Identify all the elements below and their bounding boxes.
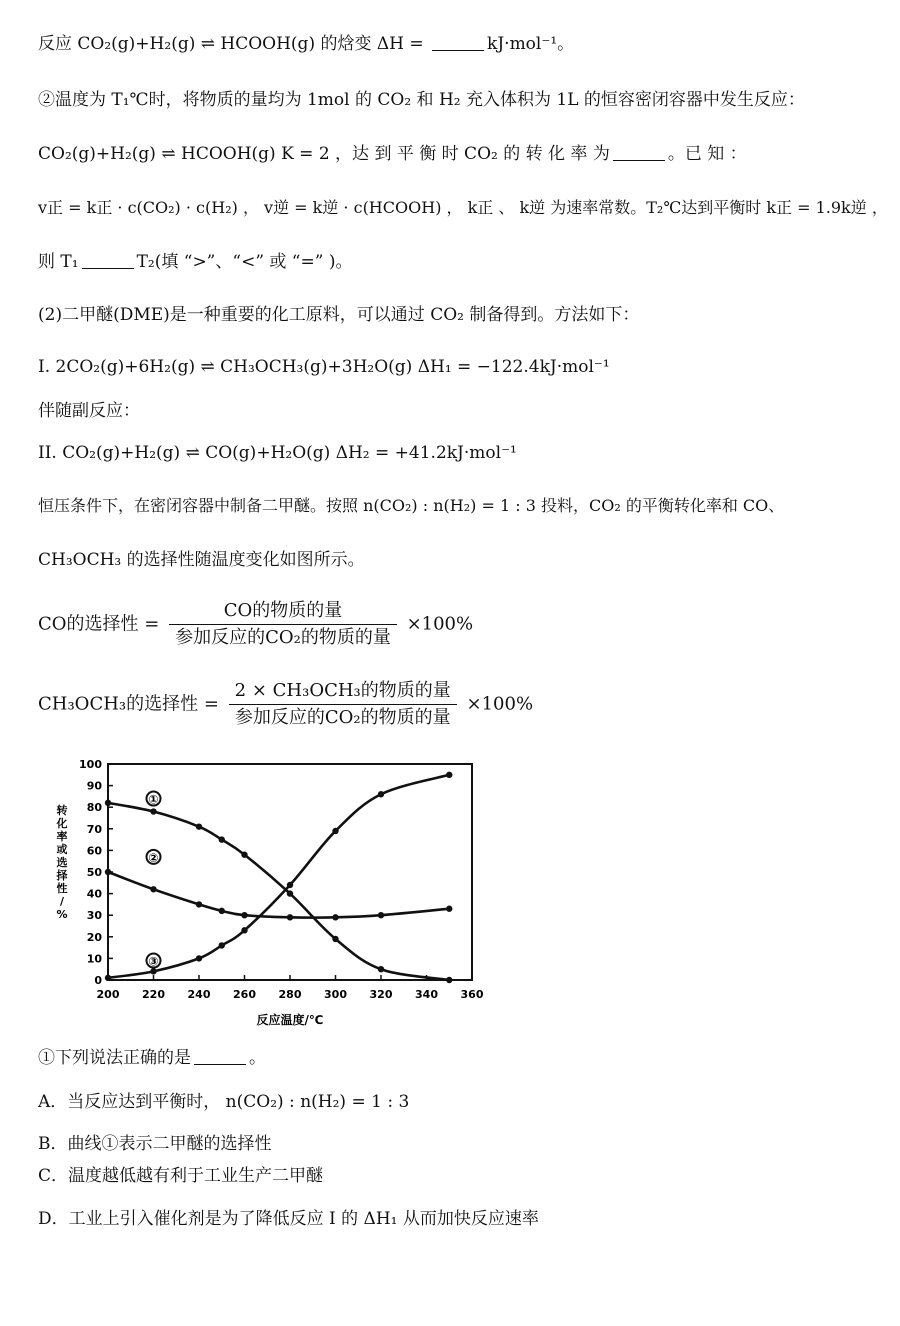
y-axis-label-char: / bbox=[59, 895, 65, 908]
data-point bbox=[287, 890, 293, 896]
data-point bbox=[446, 977, 452, 983]
text-line-6: (2)二甲醚(DME)是一种重要的化工原料，可以通过 CO₂ 制备得到。方法如下： bbox=[38, 305, 640, 325]
formula1-rhs: ×100% bbox=[406, 613, 474, 635]
text-line-3-end: 。已 知 ： bbox=[667, 144, 747, 164]
y-axis-label-char: 或 bbox=[56, 843, 68, 856]
reaction-2: II. CO₂(g)+H₂(g) ⇌ CO(g)+H₂O(g) ΔH₂ = +41.2kJ·mol⁻¹ bbox=[38, 443, 517, 463]
q1-text: ①下列说法正确的是 bbox=[38, 1048, 191, 1068]
data-point bbox=[446, 772, 452, 778]
answer-blank-3[interactable] bbox=[82, 252, 134, 269]
formula-dme-selectivity bbox=[38, 678, 533, 731]
y-tick-label: 20 bbox=[86, 930, 102, 944]
selectivity-chart bbox=[40, 752, 500, 1037]
data-point bbox=[219, 836, 225, 842]
y-axis-label-char: 择 bbox=[56, 869, 68, 882]
text-line-3: CO₂(g)+H₂(g) ⇌ HCOOH(g) K = 2 ，达 到 平 衡 时 CO₂ 的 转 化 率 为 bbox=[38, 144, 610, 164]
text-line-11: CH₃OCH₃ 的选择性随温度变化如图所示。 bbox=[38, 550, 365, 570]
text-line-8: 伴随副反应： bbox=[38, 401, 140, 421]
y-tick-label: 60 bbox=[86, 844, 102, 858]
y-tick-label: 40 bbox=[86, 887, 102, 901]
data-point bbox=[378, 791, 384, 797]
y-tick-label: 10 bbox=[86, 952, 102, 966]
formula-co-selectivity bbox=[38, 598, 473, 651]
y-tick-label: 30 bbox=[86, 909, 102, 923]
y-axis-label-char: 率 bbox=[56, 830, 68, 843]
plot-frame bbox=[108, 764, 472, 980]
chart-svg bbox=[40, 752, 500, 1037]
x-axis-label: 反应温度/℃ bbox=[256, 1013, 324, 1027]
option-b[interactable]: B．曲线①表示二甲醚的选择性 bbox=[38, 1134, 272, 1154]
formula2-fraction bbox=[229, 678, 457, 731]
data-point bbox=[378, 966, 384, 972]
question-line-1 bbox=[38, 32, 574, 56]
option-a[interactable]: A．当反应达到平衡时， n(CO₂) : n(H₂) = 1 : 3 bbox=[38, 1092, 410, 1112]
data-point bbox=[287, 914, 293, 920]
series-line-2 bbox=[108, 872, 449, 918]
text-line-5-start: 则 T₁ bbox=[38, 252, 79, 272]
data-point bbox=[150, 968, 156, 974]
data-point bbox=[105, 800, 111, 806]
formula1-numerator: CO的物质的量 bbox=[169, 598, 397, 625]
x-tick-label: 340 bbox=[415, 988, 438, 1001]
data-point bbox=[196, 955, 202, 961]
formula2-numerator: 2 × CH₃OCH₃的物质的量 bbox=[229, 678, 457, 705]
x-tick-label: 260 bbox=[233, 988, 256, 1001]
y-tick-label: 100 bbox=[79, 758, 102, 771]
text-line-5-end: T₂(填 “>”、“<” 或 “=” )。 bbox=[136, 252, 353, 272]
x-tick-label: 320 bbox=[369, 988, 393, 1001]
formula2-lhs: CH₃OCH₃的选择性 = bbox=[38, 693, 219, 715]
y-axis-label-char: 选 bbox=[56, 856, 68, 869]
y-axis-label-char: 性 bbox=[56, 882, 68, 895]
x-tick-label: 200 bbox=[96, 988, 120, 1001]
series-label: ③ bbox=[148, 954, 159, 969]
x-tick-label: 220 bbox=[142, 988, 165, 1001]
text-line-1: 反应 CO₂(g)+H₂(g) ⇌ HCOOH(g) 的焓变 ΔH = bbox=[38, 34, 430, 54]
unit-text: kJ·mol⁻¹。 bbox=[487, 34, 575, 54]
formula1-fraction bbox=[169, 598, 397, 651]
x-tick-label: 280 bbox=[278, 988, 302, 1001]
series-label: ② bbox=[148, 850, 159, 865]
data-point bbox=[219, 908, 225, 914]
option-c[interactable]: C．温度越低越有利于工业生产二甲醚 bbox=[38, 1166, 324, 1186]
x-tick-label: 240 bbox=[187, 988, 211, 1001]
text-line-4: v正 = k正 · c(CO₂) · c(H₂) ， v逆 = k逆 · c(HCOOH) ， k正 、 k逆 为速率常数。T₂℃达到平衡时 k正 = 1.9k逆 ， bbox=[38, 198, 888, 217]
data-point bbox=[446, 906, 452, 912]
data-point bbox=[150, 808, 156, 814]
q1-end: 。 bbox=[249, 1048, 266, 1068]
data-point bbox=[378, 912, 384, 918]
y-axis-label-char: % bbox=[56, 908, 68, 921]
formula1-denominator: 参加反应的CO₂的物质的量 bbox=[175, 627, 391, 648]
text-line-10: 恒压条件下，在密闭容器中制备二甲醚。按照 n(CO₂) : n(H₂) = 1 : 3 投料，CO₂ 的平衡转化率和 CO、 bbox=[38, 496, 785, 515]
x-tick-label: 360 bbox=[460, 988, 484, 1001]
formula1-lhs: CO的选择性 = bbox=[38, 613, 160, 635]
reaction-1: I. 2CO₂(g)+6H₂(g) ⇌ CH₃OCH₃(g)+3H₂O(g) ΔH₁ = −122.4kJ·mol⁻¹ bbox=[38, 357, 610, 377]
data-point bbox=[150, 886, 156, 892]
text-line-2: ②温度为 T₁℃时，将物质的量均为 1mol 的 CO₂ 和 H₂ 充入体积为 1L 的恒容密闭容器中发生反应： bbox=[38, 90, 805, 110]
data-point bbox=[219, 942, 225, 948]
data-point bbox=[241, 852, 247, 858]
data-point bbox=[241, 927, 247, 933]
option-d[interactable]: D．工业上引入催化剂是为了降低反应 I 的 ΔH₁ 从而加快反应速率 bbox=[38, 1209, 539, 1229]
data-point bbox=[332, 828, 338, 834]
data-point bbox=[196, 901, 202, 907]
y-axis-label-char: 转 bbox=[56, 804, 68, 817]
formula2-denominator: 参加反应的CO₂的物质的量 bbox=[234, 707, 451, 728]
data-point bbox=[332, 936, 338, 942]
y-axis-label-char: 化 bbox=[56, 817, 68, 830]
formula2-rhs: ×100% bbox=[466, 693, 534, 715]
y-tick-label: 50 bbox=[86, 866, 102, 879]
data-point bbox=[105, 975, 111, 981]
question-line-5 bbox=[38, 250, 352, 274]
answer-blank-1[interactable] bbox=[432, 34, 484, 51]
y-tick-label: 80 bbox=[86, 801, 102, 815]
answer-blank-2[interactable] bbox=[613, 144, 665, 161]
data-point bbox=[241, 912, 247, 918]
series-line-3 bbox=[108, 775, 449, 978]
data-point bbox=[105, 869, 111, 875]
series-label: ① bbox=[148, 792, 159, 807]
y-tick-label: 90 bbox=[86, 779, 102, 793]
answer-blank-4[interactable] bbox=[194, 1048, 246, 1065]
data-point bbox=[287, 882, 293, 888]
y-tick-label: 70 bbox=[86, 822, 102, 836]
y-tick-label: 0 bbox=[94, 974, 102, 987]
question-line-3 bbox=[38, 142, 747, 166]
x-tick-label: 300 bbox=[324, 988, 347, 1001]
data-point bbox=[332, 914, 338, 920]
data-point bbox=[196, 823, 202, 829]
question-1 bbox=[38, 1046, 266, 1070]
